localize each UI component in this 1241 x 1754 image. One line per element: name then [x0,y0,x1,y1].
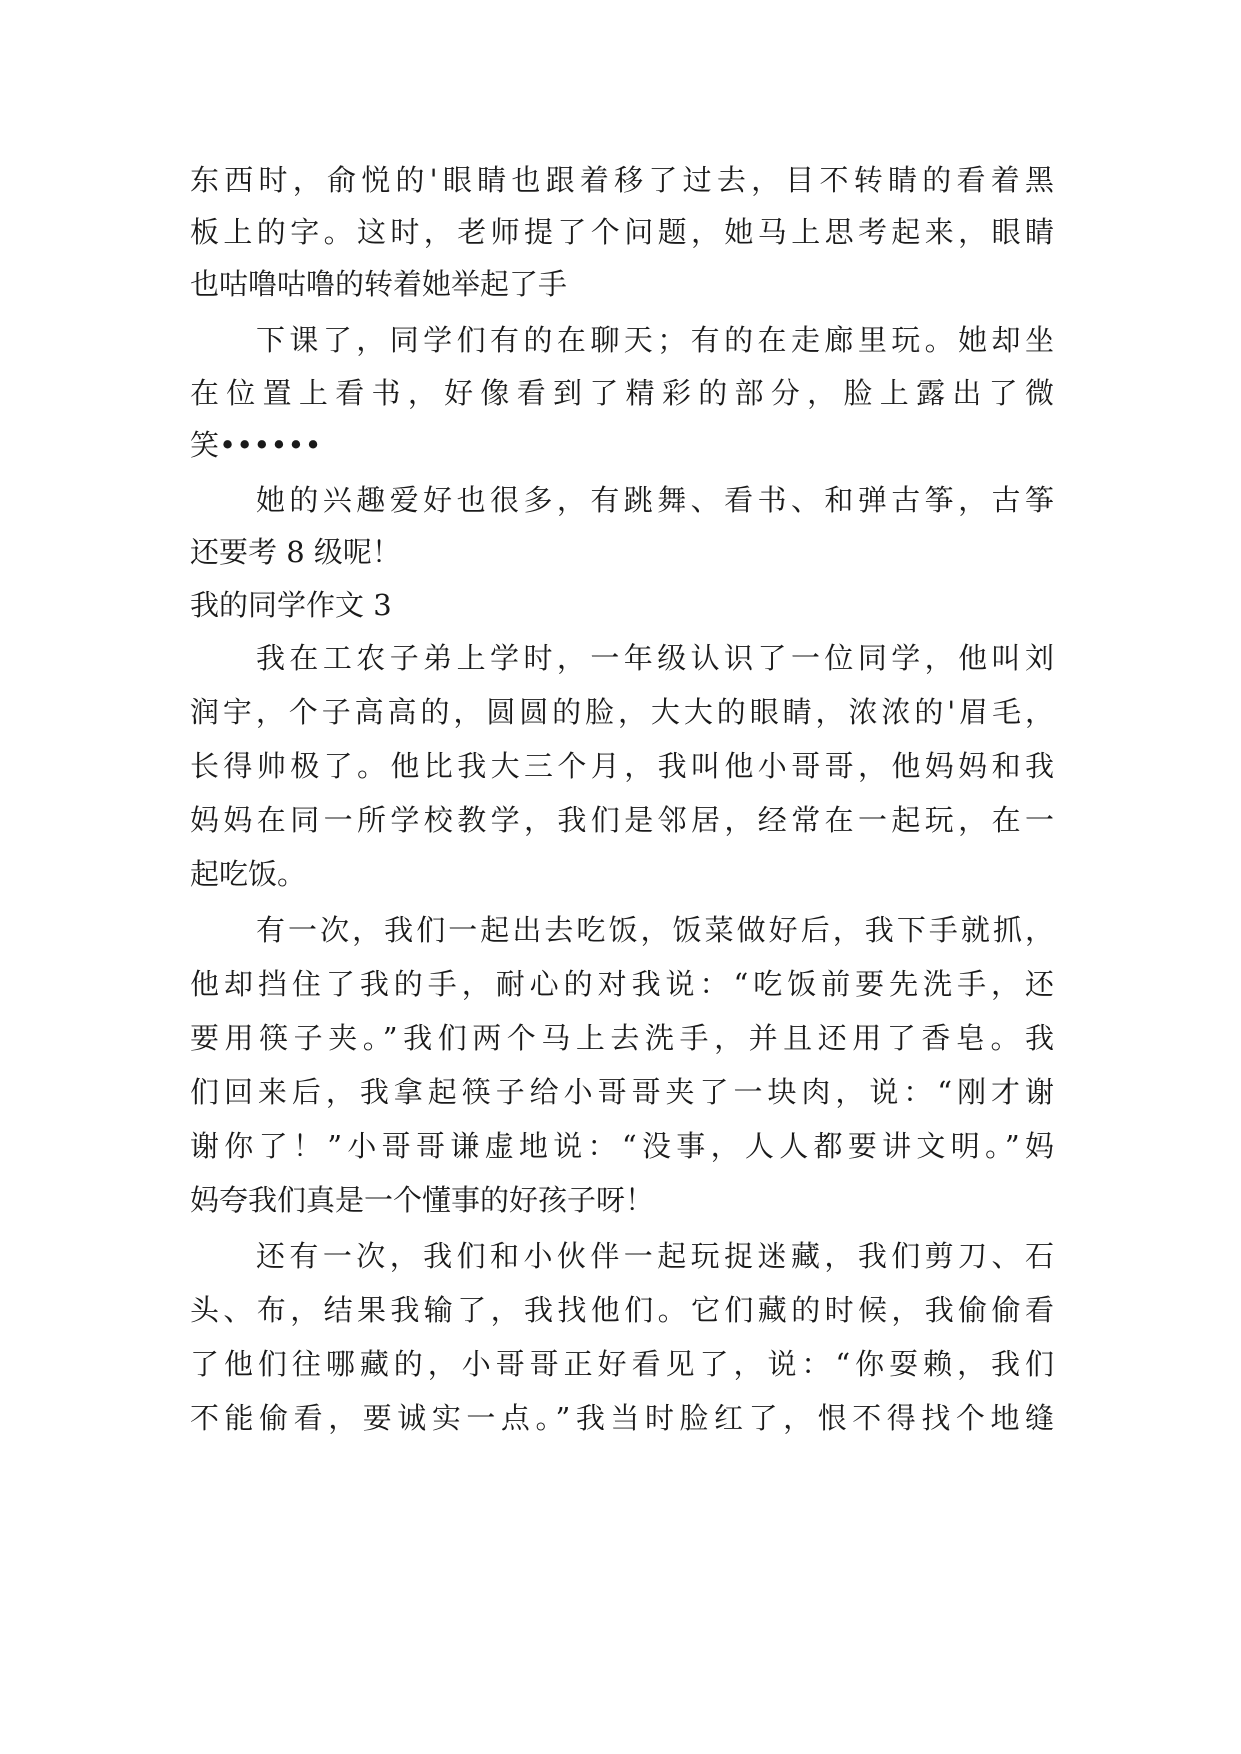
text-line: 还要考 8 级呢！ [190,535,401,569]
text-line: 有一次，我们一起出去吃饭，饭菜做好后，我下手就抓， [256,913,1054,947]
text-line: 起吃饭。 [190,857,307,891]
text-line: 谢你了！”小哥哥谦虚地说：“没事，人人都要讲文明。”妈 [190,1129,1054,1163]
section-heading: 我的同学作文 3 [190,588,392,622]
text-line: 们回来后，我拿起筷子给小哥哥夹了一块肉，说：“刚才谢 [190,1075,1054,1109]
text-line: 妈妈在同一所学校教学，我们是邻居，经常在一起玩，在一 [190,803,1054,837]
text-line: 妈夸我们真是一个懂事的好孩子呀！ [190,1183,655,1217]
text-line: 长得帅极了。他比我大三个月，我叫他小哥哥，他妈妈和我 [190,749,1054,783]
text-line: 润宇，个子高高的，圆圆的脸，大大的眼睛，浓浓的'眉毛， [190,695,1054,729]
text-line: 还有一次，我们和小伙伴一起玩捉迷藏，我们剪刀、石 [256,1239,1054,1273]
text-line: 他却挡住了我的手，耐心的对我说：“吃饭前要先洗手，还 [190,967,1054,1001]
text-line: 下课了，同学们有的在聊天；有的在走廊里玩。她却坐 [256,323,1054,357]
text-line: 板上的字。这时，老师提了个问题，她马上思考起来，眼睛 [190,215,1054,249]
text-line: 东西时，俞悦的'眼睛也跟着移了过去，目不转睛的看着黑 [190,163,1054,197]
text-line: 她的兴趣爱好也很多，有跳舞、看书、和弹古筝，古筝 [256,483,1054,517]
text-line: 不能偷看，要诚实一点。”我当时脸红了，恨不得找个地缝 [190,1401,1054,1435]
text-line: 也咕噜咕噜的转着她举起了手 [190,267,568,301]
text-line: 我在工农子弟上学时，一年级认识了一位同学，他叫刘 [256,641,1054,675]
text-line: 要用筷子夹。”我们两个马上去洗手，并且还用了香皂。我 [190,1021,1054,1055]
text-line: 笑•••••• [190,428,322,462]
text-line: 在位置上看书，好像看到了精彩的部分，脸上露出了微 [190,376,1054,410]
text-line: 了他们往哪藏的，小哥哥正好看见了，说：“你耍赖，我们 [190,1347,1054,1381]
text-line: 头、布，结果我输了，我找他们。它们藏的时候，我偷偷看 [190,1293,1054,1327]
